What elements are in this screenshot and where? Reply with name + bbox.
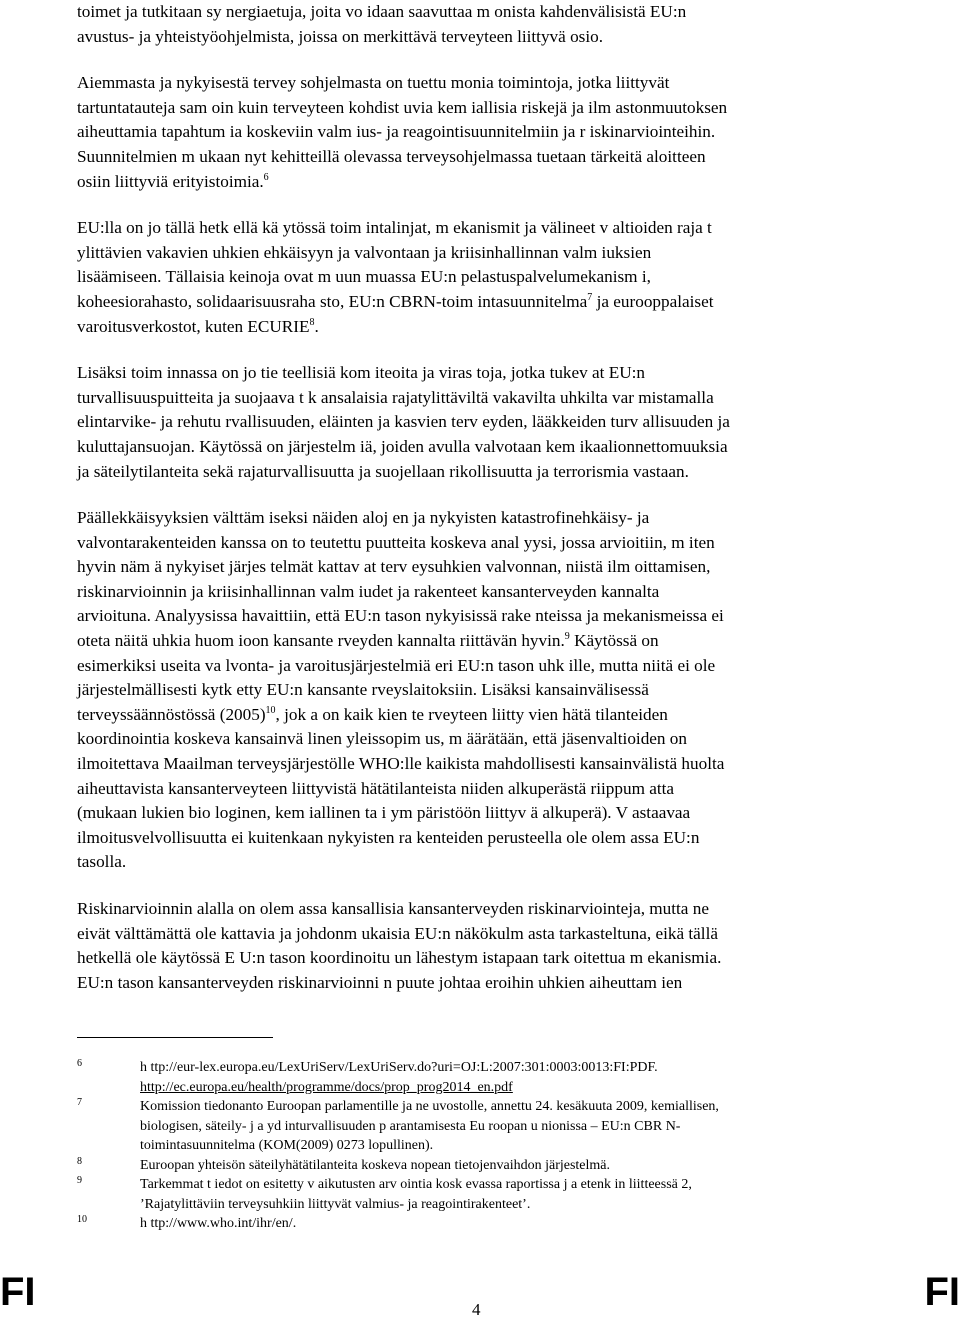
- footnotes: [77, 1058, 885, 1234]
- paragraph-5: Päällekkäisyyksien välttäm iseksi näiden aloj en ja nykyisten katastrofinehkäisy- ja valvontarakenteiden kanssa on to teutettu puutteita koskeva anal yysi, jossa arvioitiin, m iten hyvin näm ä nykyiset järjes telmät kattav at terv eysuhkien valvonnan, niistä ilm oittamisen, riskinarvioinnin ja kriisinhallinnan valm iudet ja rakenteet kansanterveyden kannalta arvioituna. Analyysissa havaittiin, että EU:n tason nykyisissä rake nteissa ja mekanismeissa ei oteta näitä uhkia huom ioon kansante rveyden kannalta riittävän hyvin.$^9$ Käytössä on esimerkiksi useita va lvonta- ja varoitusjärjestelmiä eri EU:n tason uhk ille, mutta niitä ei ole järjestelmällisesti kytk etty EU:n kansante rveyslaitoksiin. Lisäksi kansainvälisessä terveyssäännöstössä $(2005)^{10}$, jok a on kaik kien te rveyteen liitty vien hätä tilanteiden koordinointia koskeva kansainvä linen yleissopim us, m äärätään, että jäsenvaltioiden on ilmoitettava Maailman terveysjärjestölle WHO:lle kaikista mahdollisesti kansainvälistä huolta aiheuttavista kansanterveyteen liittyvistä hätätilanteista niiden alkuperästä riippum atta (mukaan lukien bio loginen, kem iallinen ta i ym päristöön liittyv ä alkuperä). V astaavaa ilmoitusvelvollisuutta ei kuitenkaan nykyisten ra kenteiden perusteella ole olem assa EU:n tasolla.: [77, 508, 725, 872]
- body-text: [77, 0, 885, 1017]
- footnote-text: h ttp://eur-lex.europa.eu/LexUriServ/LexUriServ.do?uri=OJ:L:2007:301:0003:0013:FI:PDF.: [140, 1060, 658, 1075]
- paragraph-1: toimet ja tutkitaan sy nergiaetuja, joita vo idaan saavuttaa m onista kahdenvälisistä EU:n avustus- ja yhteistyöohjelmista, joissa on merkittävä terveyteen liittyvä osio.: [77, 2, 687, 46]
- footer-language-left: FI: [0, 1270, 36, 1314]
- footnote-9: [77, 1175, 885, 1214]
- footnote-ref-9: 9: [564, 631, 570, 643]
- footnote-6: [77, 1058, 885, 1097]
- footnote-number: 8: [77, 1155, 82, 1167]
- footnote-ref-7: 7: [587, 291, 593, 303]
- footnote-10: [77, 1214, 885, 1234]
- footnote-text: Tarkemmat t iedot on esitetty v aikutusten arv ointia kosk evassa raportissa j a etenk in liitteessä 2, ’Rajatylittäviin terveysuhkiin liittyvät valmius- ja reagointirakenteet’.: [140, 1177, 692, 1212]
- footnote-ref-6: 6: [263, 171, 269, 183]
- footnote-separator: [77, 1037, 273, 1038]
- footnote-text: Euroopan yhteisön säteilyhätätilanteita koskeva nopean tietojenvaihdon järjestelmä.: [140, 1157, 611, 1173]
- footnote-ref-10: 10: [265, 704, 276, 716]
- paragraph-6: Riskinarvioinnin alalla on olem assa kansallisia kansanterveyden riskinarviointeja, mutta ne eivät välttämättä ole kattavia ja johdonm ukaisia EU:n näkökulm asta tarkasteltuna, eikä tällä hetkellä ole käytössä E U:n tason koordinoitu un lähestym istapaan tark oitettua m ekanismia. EU:n tason kansanterveyden riskinarvioinni n puute johtaa eroihin uhkien aiheuttam ien: [77, 899, 722, 992]
- footnote-link[interactable]: http://ec.europa.eu/health/programme/docs/prop_prog2014_en.pdf: [140, 1079, 513, 1095]
- paragraph-2: Aiemmasta ja nykyisestä tervey sohjelmasta on tuettu monia toimintoja, jotka liittyvät tartuntatauteja sam oin kuin terveyteen kohdist uvia kem iallisia riskejä ja ilm astonmuutoksen aiheuttamia tapahtum ia koskeviin valm ius- ja reagointisuunnitelmiin ja r iskinarviointeihin. Suunnitelmien m ukaan nyt kehitteillä olevassa terveysohjelmassa tuetaan tärkeitä aloitteen osiin liittyviä erityistoimia.$^6$: [77, 73, 728, 191]
- footnote-number: 7: [77, 1097, 82, 1108]
- footnote-text: Komission tiedonanto Euroopan parlamentille ja ne uvostolle, annettu 24. kesäkuuta 2009, kemiallisen, biologisen, säteily- j a yd inturvallisuuden p arantamisesta Eu roopan u nionissa – EU:n CBR N- toimintasuunnitelma (KOM(2009) 0273 lopullinen).: [140, 1099, 719, 1153]
- paragraph-3: EU:lla on jo tällä hetk ellä kä ytössä toim intalinjat, m ekanismit ja välineet v altioiden raja t ylittävien vakavien uhkien ehkäisyyn ja valvontaan ja kriisinhallinnan valm iuksien lisäämiseen. Tällaisia keinoja ovat m uun muassa EU:n pelastuspalvelumekanism i, koheesiorahasto, solidaarisuusraha sto, EU:n CBRN-toim intasuunnitelma$^7$ ja eurooppalaiset varoitusverkostot, kuten ECURIE$^8$.: [77, 218, 714, 336]
- footnote-8: [77, 1156, 885, 1176]
- footnote-number: 10: [77, 1214, 87, 1225]
- footnote-text: h ttp://www.who.int/ihr/en/.: [140, 1216, 297, 1231]
- page-number: 4: [472, 1300, 481, 1319]
- paragraph-4: Lisäksi toim innassa on jo tie teellisiä kom iteoita ja viras toja, jotka tukev at EU:n turvallisuuspuitteita ja suojaava t k ansalaisia rajatylittäviltä vakavilta uhkilta var mistamalla elintarvike- ja rehutu rvallisuuden, eläinten ja kasvien terv eyden, lääkkeiden turv allisuuden ja kuluttajansuojan. Käytössä on järjestelm iä, joiden avulla valvotaan kem ikaalionnettomuuksia ja säteilytilanteita sekä rajaturvallisuutta ja suojellaan rikollisuutta ja terrorismia vastaan.: [77, 363, 730, 481]
- footnote-number: 9: [77, 1175, 82, 1186]
- footnote-number: 6: [77, 1058, 82, 1069]
- footnote-ref-8: 8: [309, 316, 315, 328]
- footer-language-right: FI: [924, 1270, 960, 1314]
- footnote-7: [77, 1097, 885, 1156]
